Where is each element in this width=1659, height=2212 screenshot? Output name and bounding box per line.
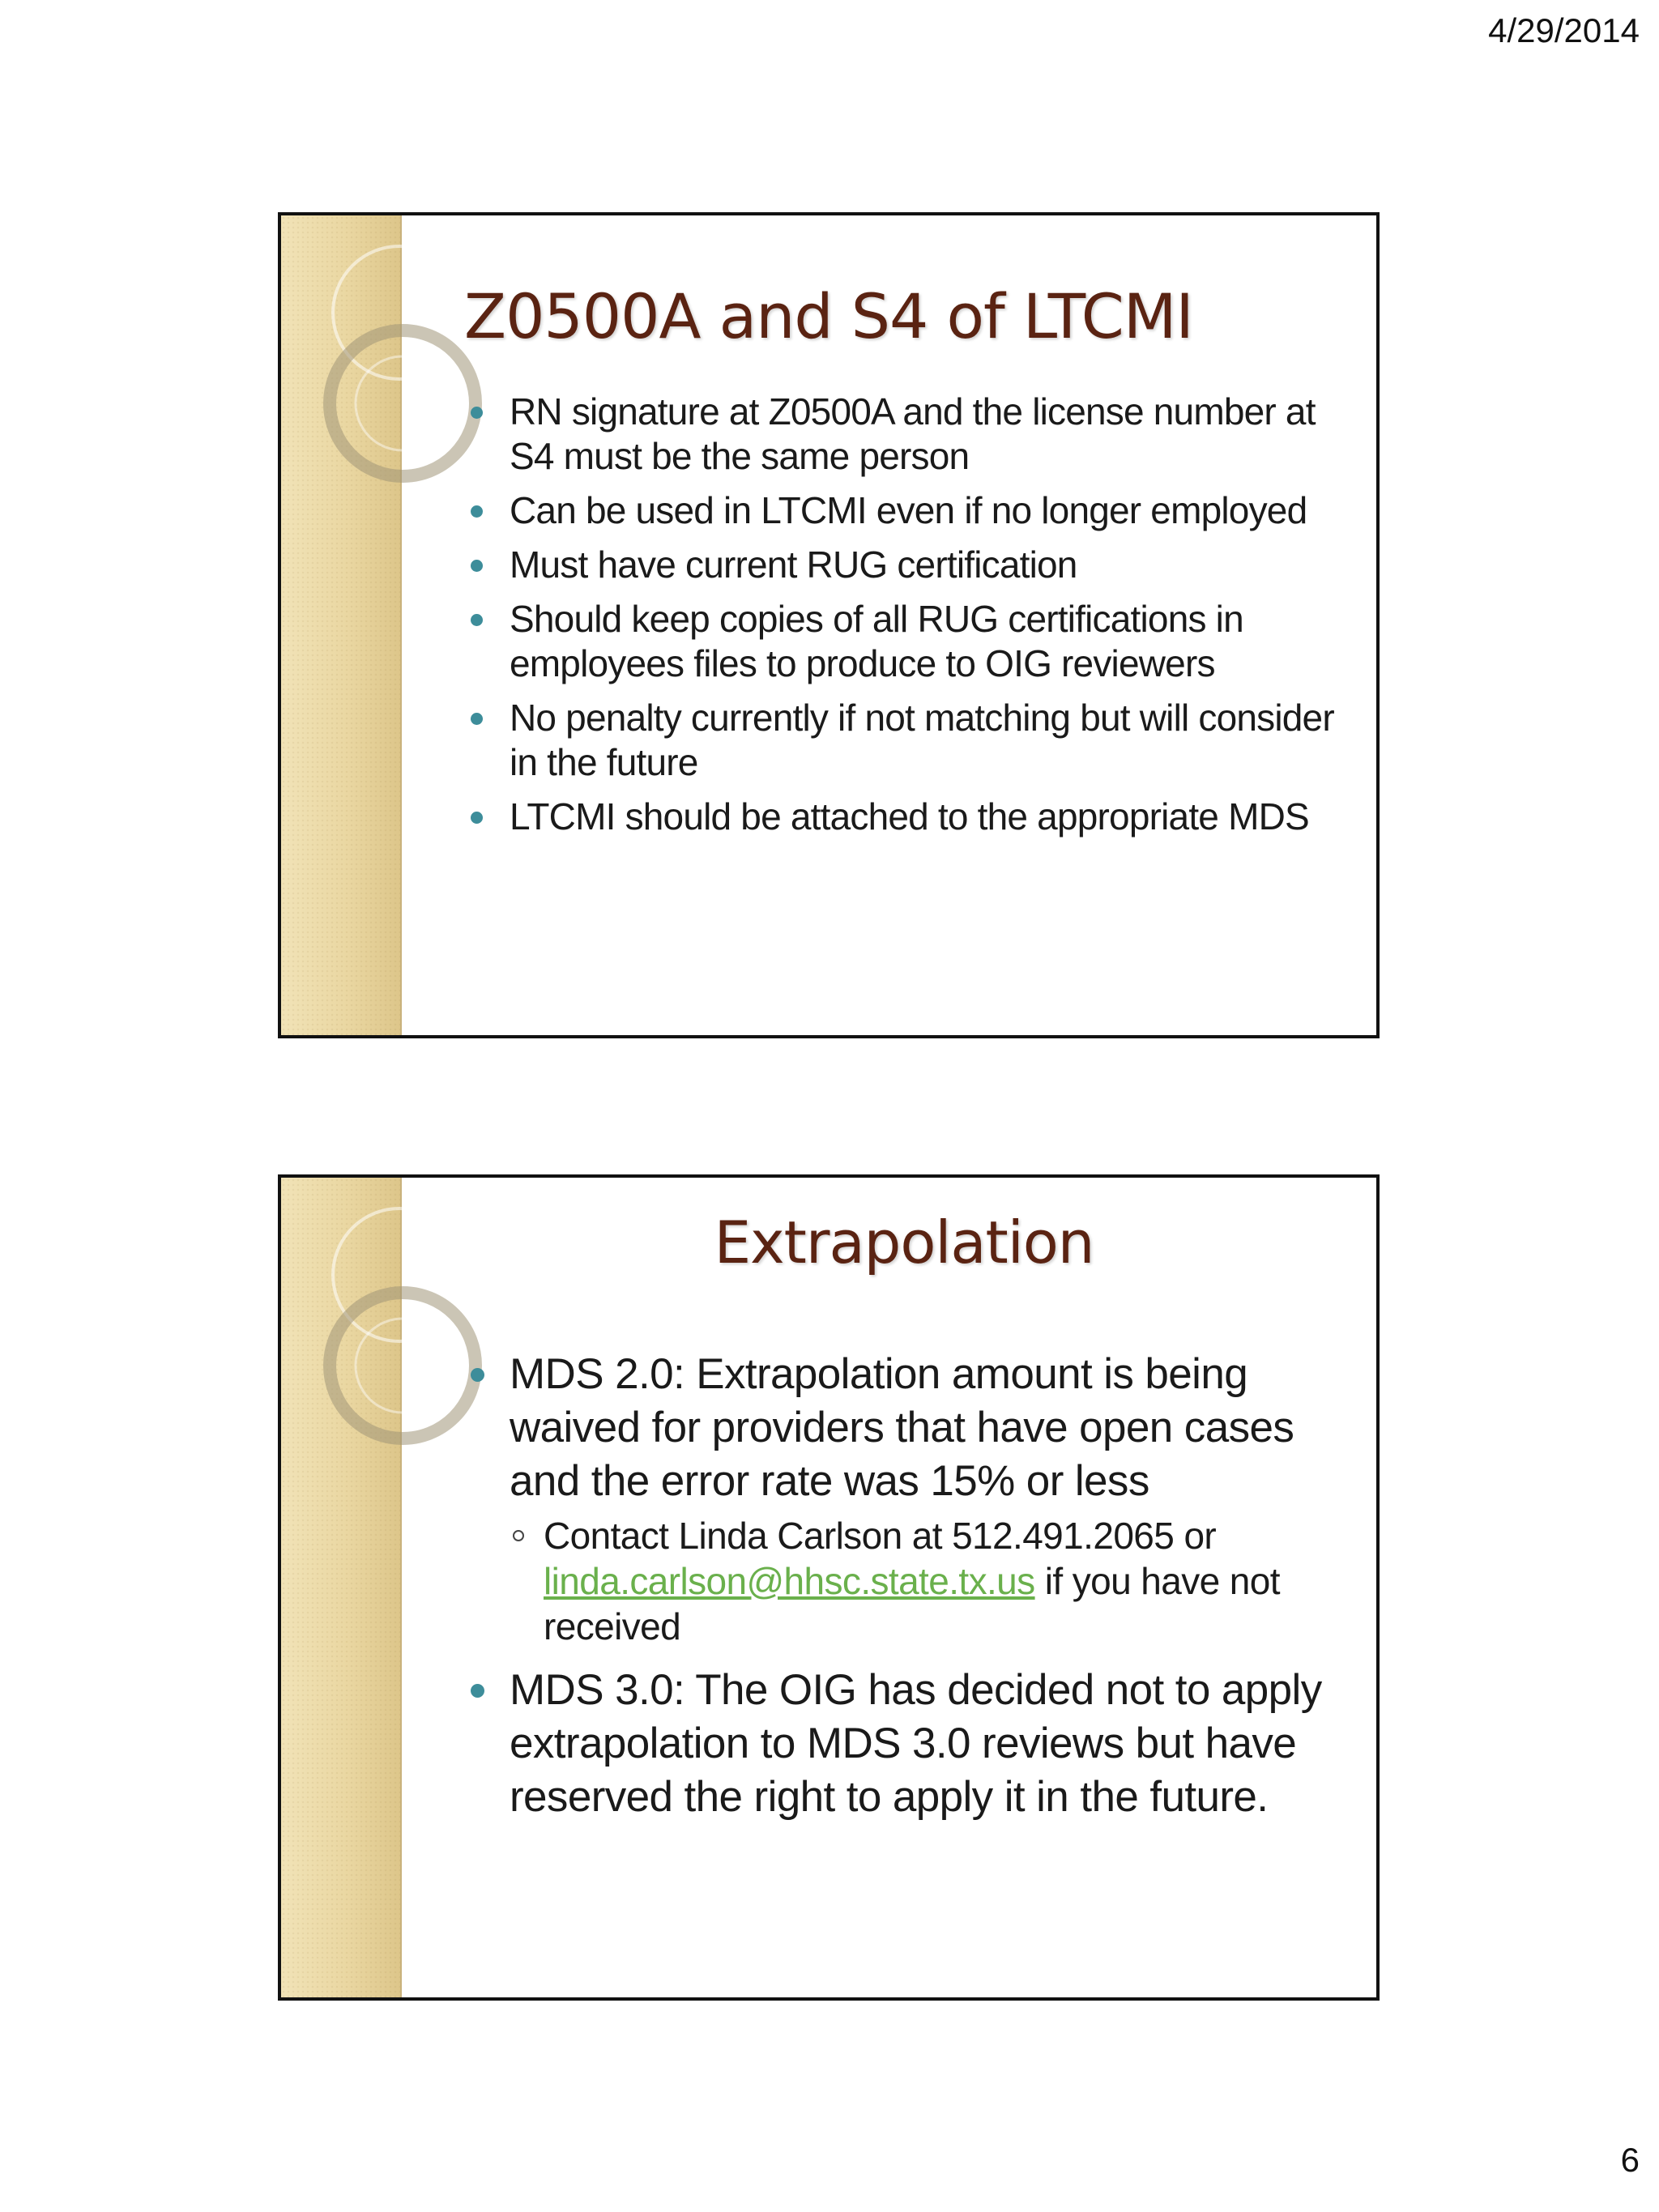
slide-title: Z0500A and S4 of LTCMI xyxy=(464,280,1193,352)
sub-list xyxy=(510,1513,1344,1649)
sub-list-item xyxy=(510,1513,1344,1649)
slide-content xyxy=(464,215,1344,1035)
bullet-text: Must have current RUG certification xyxy=(510,543,1077,586)
bullet-icon xyxy=(471,713,483,725)
bullet-icon xyxy=(471,614,483,626)
bullet-icon xyxy=(471,1368,484,1382)
list-item xyxy=(464,1664,1344,1824)
bullet-text: LTCMI should be attached to the appropriate MDS xyxy=(510,795,1309,837)
bullet-text: Should keep copies of all RUG certifications in employees files to produce to OIG reviewers xyxy=(510,598,1243,684)
list-item xyxy=(464,543,1344,587)
slide-content xyxy=(464,1178,1344,1997)
list-item xyxy=(464,696,1344,785)
sub-bullet-icon xyxy=(513,1530,524,1541)
list-item xyxy=(464,597,1344,686)
bullet-icon xyxy=(471,407,483,419)
slide-extrapolation xyxy=(278,1174,1380,2001)
bullet-text: Can be used in LTCMI even if no longer employed xyxy=(510,489,1307,531)
bullet-text: RN signature at Z0500A and the license number at S4 must be the same person xyxy=(510,390,1316,477)
slide-sidebar-decoration xyxy=(281,215,402,1035)
slide-sidebar-decoration xyxy=(281,1178,402,1997)
list-item xyxy=(464,390,1344,479)
bullet-list xyxy=(464,390,1344,849)
bullet-icon xyxy=(471,812,483,824)
list-item xyxy=(464,795,1344,839)
email-link[interactable]: linda.carlson@hhsc.state.tx.us xyxy=(544,1560,1035,1602)
list-item xyxy=(464,488,1344,533)
list-item xyxy=(464,1348,1344,1649)
bullet-text: No penalty currently if not matching but will consider in the future xyxy=(510,697,1334,783)
page-date: 4/29/2014 xyxy=(1488,11,1640,49)
page-number: 6 xyxy=(1620,2141,1640,2179)
bullet-text: MDS 3.0: The OIG has decided not to apply extrapolation to MDS 3.0 reviews but have reserved the right to apply it in the future. xyxy=(510,1666,1322,1821)
contact-text-after: if you have not received xyxy=(544,1560,1280,1647)
slide-title: Extrapolation xyxy=(714,1208,1094,1276)
contact-text: Contact Linda Carlson at 512.491.2065 or xyxy=(544,1515,1217,1557)
bullet-icon xyxy=(471,505,483,518)
bullet-icon xyxy=(471,1684,484,1698)
bullet-icon xyxy=(471,560,483,572)
slide-z0500a-s4 xyxy=(278,212,1380,1038)
bullet-list xyxy=(464,1348,1344,1839)
bullet-text: MDS 2.0: Extrapolation amount is being waived for providers that have open cases and the error rate was 15% or less xyxy=(510,1350,1294,1505)
